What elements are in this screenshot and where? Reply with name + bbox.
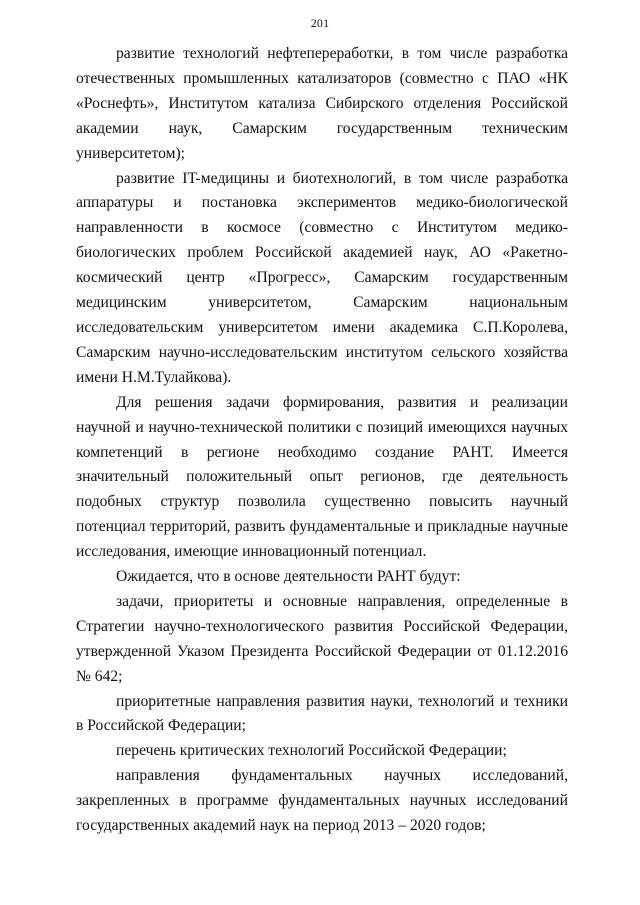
paragraph-oil-refining: развитие технологий нефтепереработки, в том числе разработка отечественных промышленных катализаторов (совместно с ПАО «НК «Роснефть», Институтом катализа Сибирского отделения Российской академии наук, Самарским государственным техническим университетом);: [76, 45, 568, 162]
paragraph-priority-directions: приоритетные направления развития науки, технологий и техники в Российской Федерации;: [76, 692, 568, 735]
paragraph-fundamental-research: направления фундаментальных научных исследований, закрепленных в программе фундаментальных научных исследований государственных академий наук на период 2013 – 2020 годов;: [76, 767, 568, 835]
paragraph-rant-creation: Для решения задачи формирования, развития и реализации научной и научно-технической политики с позиций имеющихся научных компетенций в регионе необходимо создание РАНТ. Имеется значительный положительный опыт регионов, где деятельность подобных структур позволила существенно повысить научный потенциал территорий, развить фундаментальные и прикладные научные исследования, имеющие инновационный потенциал.: [76, 393, 568, 561]
paragraph-it-medicine: развитие IT-медицины и биотехнологий, в том числе разработка аппаратуры и постановка экспериментов медико-биологической направленности в космосе (совместно с Институтом медико-биологических проблем Российской академией наук, АО «Ракетно-космический центр «Прогресс», Самарским государственным медицинским университетом, Самарским национальным исследовательским университетом имени академика С.П.Королева, Самарским научно-исследовательским институтом сельского хозяйства имени Н.М.Тулайкова).: [76, 169, 568, 386]
paragraph-strategy-tasks: задачи, приоритеты и основные направления, определенные в Стратегии научно-технологического развития Российской Федерации, утвержденной Указом Президента Российской Федерации от 01.12.2016 № 642;: [76, 592, 568, 685]
document-body: [76, 42, 568, 839]
paragraph-critical-technologies: перечень критических технологий Российской Федерации;: [116, 742, 507, 760]
page-number: 201: [310, 16, 330, 30]
paragraph-expectations: Ожидается, что в основе деятельности РАНТ будут:: [116, 568, 461, 586]
